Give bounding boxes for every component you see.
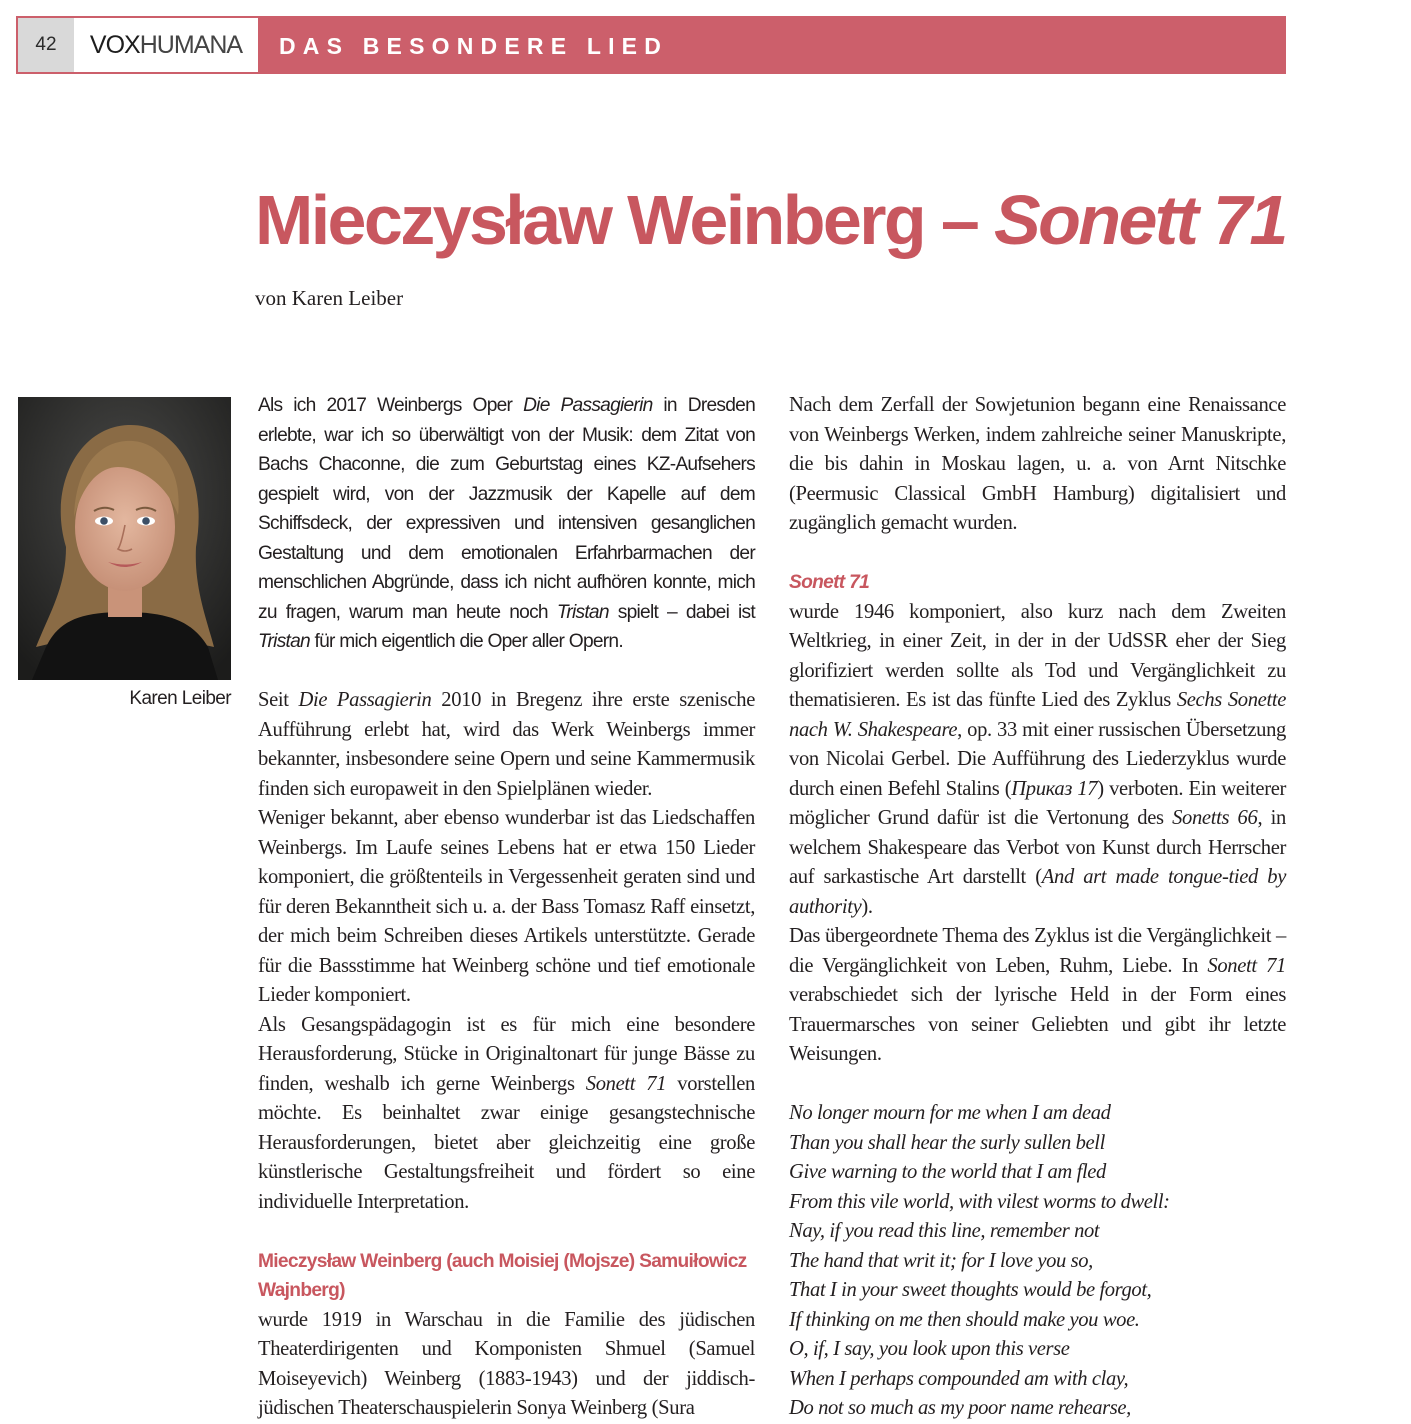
section-subhead: Mieczysław Weinberg (auch Moisiej (Mojsze) Samuiłowicz Wajnberg) bbox=[258, 1250, 747, 1301]
photo-caption: Karen Leiber bbox=[129, 688, 231, 709]
left-column bbox=[258, 391, 755, 1424]
body-paragraph: wurde 1919 in Warschau in die Familie des jüdischen Theaterdirigenten und Komponisten Shmuel (Samuel Moiseyevich) Weinberg (1883-1943) und der jiddisch-jüdischen Theaterschauspielerin Sonya Weinberg (Sura bbox=[258, 1308, 755, 1419]
article-title bbox=[255, 174, 1286, 266]
title-italic: Sonett 71 bbox=[994, 181, 1286, 259]
section-subhead: Sonett 71 bbox=[789, 572, 870, 593]
right-column bbox=[789, 391, 1286, 1424]
poem-line: Than you shall hear the surly sullen bell bbox=[789, 1131, 1105, 1154]
body-paragraph: Das übergeordnete Thema des Zyklus ist die Vergänglichkeit – die Vergänglichkeit von Leben, Ruhm, Liebe. In Sonett 71 verabschiedet sich der lyrische Held in der Form eines Trauermarsches von seiner Geliebten und gibt ihr letzte Weisungen. bbox=[789, 925, 1286, 1065]
body-paragraph: wurde 1946 komponiert, also kurz nach dem Zweiten Weltkrieg, in einer Zeit, in der in der UdSSR eher der Sieg glorifiziert werden sollte als Tod und Vergänglichkeit zu thematisieren. Es ist das fünfte Lied des Zyklus Sechs Sonette nach W. Shakespeare, op. 33 mit einer russischen Übersetzung von Nicolai Gerbel. Die Aufführung des Liederzyklus wurde durch einen Befehl Stalins (Приказ 17) verboten. Ein weiterer möglicher Grund dafür ist die Vertonung des Sonetts 66, in welchem Shakespeare das Verbot von Kunst durch Herrscher auf sarkastische Art darstellt (And art made tongue-tied by authority). bbox=[789, 600, 1287, 918]
byline: von Karen Leiber bbox=[255, 286, 404, 310]
section-title: DAS BESONDERE LIED bbox=[279, 33, 669, 59]
lead-paragraph: Als ich 2017 Weinbergs Oper Die Passagierin in Dresden erlebte, war ich so überwältigt von der Musik: dem Zitat von Bachs Chaconne, die zum Geburtstag eines KZ-Aufsehers gespielt wird, von der Jazzmusik der Kapelle auf dem Schiffsdeck, der expressiven und intensiven gesanglichen Gestaltung und dem emotionalen Erfahrbarmachen der menschlichen Abgründe, dass ich nicht aufhören konnte, mich zu fragen, warum man heute noch Tristan spielt – dabei ist Tristan für mich eigentlich die Oper aller Opern. bbox=[258, 395, 755, 652]
poem-line: That I in your sweet thoughts would be forgot, bbox=[789, 1279, 1152, 1301]
poem-line: Give warning to the world that I am fled bbox=[789, 1161, 1106, 1183]
body-paragraph: Seit Die Passagierin 2010 in Bregenz ihre erste szenische Aufführung erlebt hat, wird das Werk Weinbergs immer bekannter, insbesondere seine Opern und seine Kammermusik finden sich europaweit in den Spielplänen wieder. bbox=[258, 689, 755, 800]
title-main: Mieczysław Weinberg – bbox=[255, 181, 995, 259]
body-paragraph: Als Gesangspädagogin ist es für mich eine besondere Herausforderung, Stücke in Originaltonart für junge Bässe zu finden, weshalb ich gerne Weinbergs Sonett 71 vorstellen möchte. Es beinhaltet zwar einige gesangstechnische Herausforderungen, bietet aber gleichzeitig eine große künstlerische Gestaltungsfreiheit und fördert so eine individuelle Interpretation. bbox=[258, 1013, 755, 1213]
poem-line: Do not so much as my poor name rehearse, bbox=[789, 1397, 1131, 1419]
poem-line: O, if, I say, you look upon this verse bbox=[789, 1338, 1070, 1360]
poem-line: When I perhaps compounded am with clay, bbox=[789, 1367, 1129, 1390]
logo-vox-text: VOX bbox=[89, 31, 140, 59]
body-paragraph: Weniger bekannt, aber ebenso wunderbar ist das Liedschaffen Weinbergs. Im Laufe seines Lebens hat er etwa 150 Lieder komponiert, die größtenteils in Vergessenheit geraten sind und für deren Bekanntheit sich u. a. der Bass Tomasz Raff einsetzt, der mich beim Schreiben dieses Artikels unterstützte. Gerade für die Bassstimme hat Weinberg schöne und tief emotionale Lieder komponiert. bbox=[258, 807, 755, 1006]
body-paragraph: Nach dem Zerfall der Sowjetunion begann eine Renaissance von Weinbergs Werken, indem zahlreiche seiner Manuskripte, die bis dahin in Moskau lagen, u. a. von Arnt Nitschke (Peermusic Classical GmbH Hamburg) digitalisiert und zugänglich gemacht wurden. bbox=[789, 394, 1286, 534]
author-portrait bbox=[18, 397, 231, 680]
page-number: 42 bbox=[18, 18, 74, 72]
magazine-logo bbox=[74, 18, 258, 72]
poem-line: Nay, if you read this line, remember not bbox=[789, 1220, 1100, 1242]
logo-humana-text: HUMANA bbox=[139, 31, 243, 59]
poem-line: From this vile world, with vilest worms to dwell: bbox=[789, 1190, 1170, 1213]
poem-line: No longer mourn for me when I am dead bbox=[789, 1102, 1111, 1124]
poem-line: If thinking on me then should make you woe. bbox=[789, 1308, 1140, 1331]
poem-line: The hand that writ it; for I love you so, bbox=[789, 1249, 1093, 1272]
